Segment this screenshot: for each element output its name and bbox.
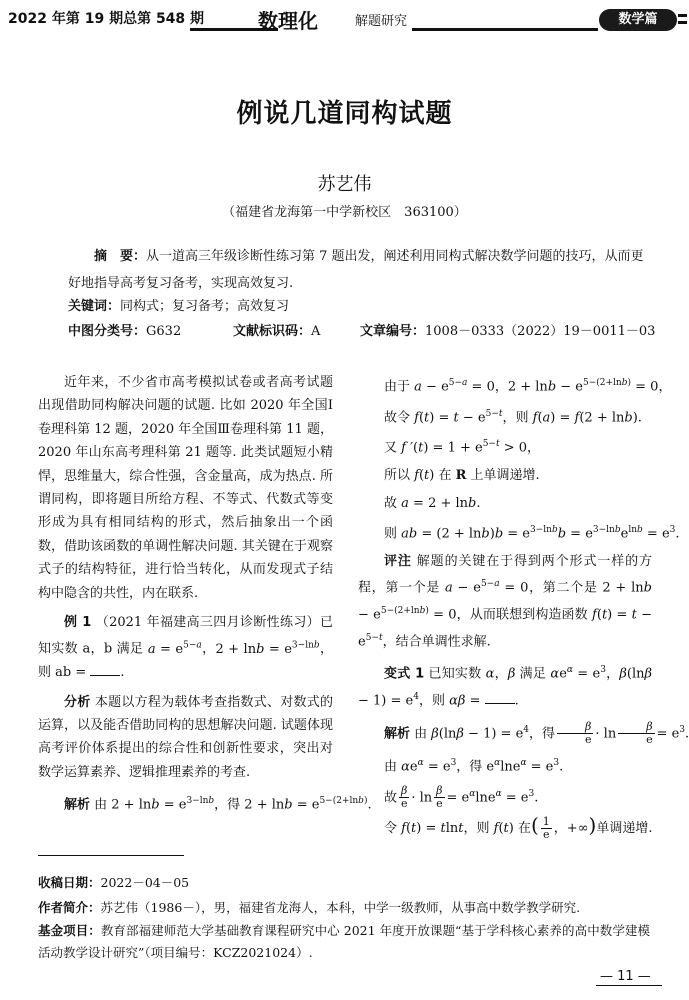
- fraction: $\frac{1}{e}$: [542, 815, 550, 842]
- body-left-column: [38, 371, 372, 823]
- header-rule-right: [412, 28, 598, 31]
- answer-blank: [90, 663, 120, 676]
- doc-value: A: [311, 324, 321, 339]
- badge-decoration: [678, 14, 687, 24]
- keywords-text: 同构式；复习备考；高效复习: [120, 299, 290, 314]
- right-line-1: 由于 $a - e^{5-a} = 0$，$2 + \ln b - e^{5-(2+lnb)} = 0$，: [384, 378, 672, 395]
- article-title: 例说几道同构试题: [236, 99, 453, 129]
- intro-paragraph: 近年来，不少省市高考模拟试卷或者高考试题出现借助同构解决问题的试题. 比如 2020 年全国Ⅰ卷理科第 12 题，2020 年全国Ⅲ卷理科第 11 题，2020 年山东高考理科第 21 题等. 此类试题短小精悍，思维量大，综合性强，含金量高，成为热点. 所谓同构，即将题目所给方程、不等式、代数式等变形成为具有相同结构的形式，然后抽象出一个函数，借助该函数的单调性解决问题. 其关键在于观察式子的结构特征，进行恰当转化，从而发现式子结构中隐含的共性，内在联系.: [38, 375, 333, 601]
- magazine-subtitle: 解题研究: [355, 14, 408, 29]
- analysis-paragraph: [38, 691, 333, 785]
- variant-solution-label: 解析: [384, 726, 411, 742]
- variant-solution-3: 故 $\frac{\beta}{e}$ · ln $\frac{\beta}{e}$ = $e^\alpha\ln e^\alpha = e^3$.: [384, 784, 539, 811]
- right-line-2: 故令 $f(t) = t - e^{5-t}$，则 f(a) = f(2 + lnb).: [384, 408, 642, 426]
- received-value: 2022－04－05: [100, 875, 190, 890]
- fraction: $\frac{\beta}{e}$: [400, 784, 408, 811]
- right-line-3: 又 f $'(t) = 1 + e^{5-t} > 0$，: [384, 439, 541, 456]
- example-1-eq-b: $2 + \ln b = e^{3-lnb}$: [215, 640, 320, 657]
- right-line-5: 故 a = 2 + lnb.: [384, 495, 481, 511]
- author-bio-text: 苏艺伟（1986－），男，福建省龙海人，本科，中学一级教师，从事高中数学教学研究.: [100, 900, 581, 915]
- body-right-column: [358, 372, 689, 845]
- article-author: 苏艺伟: [317, 174, 372, 195]
- abstract-text: 从一道高三年级诊断性练习第 7 题出发，阐述利用同构式解决数学问题的技巧，从而更好地指导高考复习备考，实现高效复习.: [68, 249, 644, 291]
- received-label: 收稿日期：: [38, 875, 101, 890]
- doc-label: 文献标识码：: [233, 324, 312, 339]
- clc-number: [68, 320, 181, 339]
- fund-info: [38, 920, 650, 964]
- id-value: 1008－0333（2022）19－0011－03: [425, 324, 656, 339]
- analysis-text: 本题以方程为载体考查指数式、对数式的运算，以及能否借助同构的思想解决问题. 试题体现高考评价体系提出的综合性和创新性要求，突出对数学运算素养、逻辑推理素养的考查.: [38, 694, 333, 780]
- example-1-source: （2021 年福建高三四月诊断性练习）已知实数 a，b 满足: [38, 615, 334, 657]
- author-affiliation: （福建省龙海第一中学新校区 363100）: [222, 205, 467, 220]
- footnote-rule: [38, 855, 184, 856]
- clc-value: G632: [146, 324, 182, 339]
- page-number: — 11 —: [600, 969, 651, 984]
- note-paragraph: 评注 解题的关键在于得到两个形式一样的方程，第一个是 $a - e^{5-a} = 0$，第二个是 $2 + \ln b - e^{5-(2+lnb)} = 0$，从而联想到构造函数 $f(t) = t - e^{5-t}$，结合单调性求解.: [358, 553, 653, 649]
- example-1-tail: ，则 ab =: [38, 641, 333, 681]
- issue-info: 2022 年第 19 期总第 548 期: [8, 11, 205, 27]
- id-label: 文章编号：: [360, 324, 426, 339]
- variant-solution-1: 解析 由 $\beta(\ln\beta - 1) = e^4$，得 $\frac{\beta}{e}$ · ln $\frac{\beta}{e}$ = $e^3$.: [384, 720, 689, 747]
- fraction: $\frac{\beta}{e}$: [557, 721, 593, 746]
- abstract: [68, 243, 646, 297]
- doc-code: [233, 320, 320, 339]
- example-1: 例 1 （2021 年福建高三四月诊断性练习）已知实数 a，b 满足 $a = e^{5-a}$，$2 + \ln b = e^{3-lnb}$，则 ab = .: [38, 615, 334, 681]
- author-bio-label: 作者简介：: [38, 900, 101, 915]
- page-number-rule: [596, 985, 662, 986]
- page-header: [0, 0, 689, 42]
- note-label: 评注: [384, 553, 412, 569]
- abstract-label: 摘 要：: [94, 249, 147, 264]
- right-line-4: 所以 f(t) 在 R 上单调递增.: [384, 468, 540, 484]
- example-1-eq-a: $a = e^{5-a}$: [147, 640, 202, 657]
- magazine-name: 数理化: [258, 9, 318, 33]
- fraction: $\frac{\beta}{e}$: [436, 784, 443, 811]
- variant-solution-4: 令 f(t) = tlnt，则 f(t) 在( $\frac{1}{e}$ ，+∞)单调递增.: [384, 813, 653, 842]
- analysis-label: 分析: [64, 694, 91, 710]
- clc-label: 中图分类号：: [68, 324, 147, 339]
- section-badge: 数学篇: [599, 9, 677, 31]
- solution-label: 解析: [64, 797, 91, 813]
- variant-label: 变式 1: [384, 666, 425, 682]
- fraction: $\frac{\beta}{e}$: [618, 721, 654, 746]
- solution-start: 解析 由 $2 + \ln b = e^{3-lnb}$，得 $2 + \ln b = e^{5-(2+lnb)}$.: [64, 796, 372, 813]
- keywords-label: 关键词：: [68, 299, 121, 314]
- variant-solution-2: 由 $\alpha e^\alpha = e^3$，得 $e^\alpha\ln e^\alpha = e^3$.: [384, 758, 564, 775]
- fund-text: 教育部福建师范大学基础教育课程研究中心 2021 年度开放课题“基于学科核心素养的高中数学建模活动教学设计研究”（项目编号：KCZ2021024）.: [38, 923, 650, 960]
- author-bio: [38, 897, 650, 919]
- received-date: [38, 872, 650, 894]
- variant-blank: [485, 691, 515, 704]
- variant-1: 变式 1 已知实数 α，β 满足 $\alpha e^\alpha = e^3$，$\beta(\ln\beta - 1) = e^4$，则 αβ = .: [358, 665, 652, 709]
- example-1-label: 例 1: [64, 615, 92, 631]
- right-line-6: 则 ab = $(2 + \ln b)b = e^{3-lnb}b = e^{3-lnb}e^{lnb} = e^3$.: [384, 525, 680, 542]
- keywords: [68, 295, 289, 314]
- fund-label: 基金项目：: [38, 923, 101, 938]
- article-id: [360, 320, 655, 339]
